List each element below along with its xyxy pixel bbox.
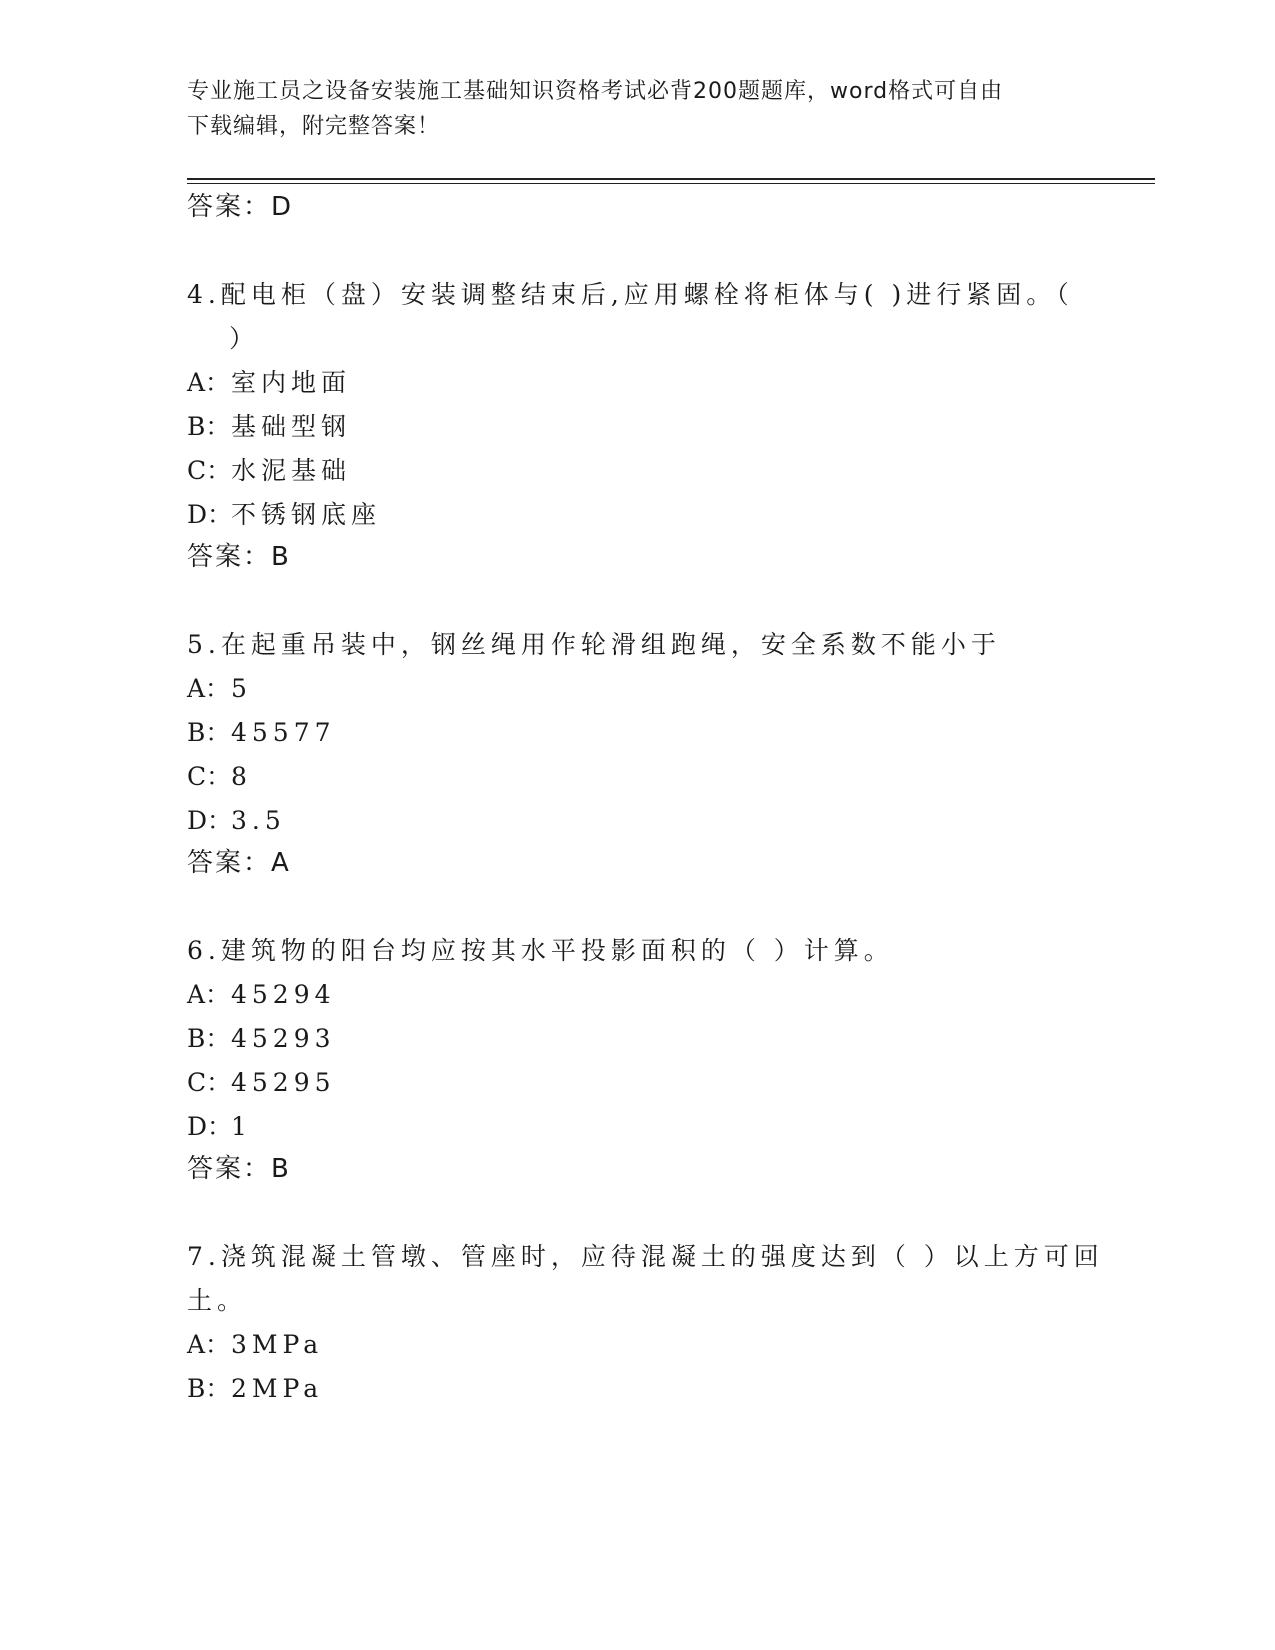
option-text: 45577: [231, 718, 336, 747]
header-divider: [187, 178, 1155, 180]
option-item: [187, 716, 336, 750]
option-key: C：: [187, 762, 232, 791]
option-text: 2MPa: [231, 1374, 324, 1403]
option-text: 1: [231, 1112, 252, 1141]
option-text: 室内地面: [231, 368, 352, 397]
header-line: 专业施工员之设备安装施工基础知识资格考试必背200题题库，word格式可自由: [187, 79, 1004, 104]
question-text-continued: 土。: [187, 1286, 248, 1315]
option-text: 3MPa: [231, 1330, 324, 1359]
header-divider-thin: [187, 183, 1155, 184]
option-key: B：: [187, 1024, 231, 1053]
option-key: D：: [187, 1112, 233, 1141]
option-key: C：: [187, 456, 232, 485]
option-item: [187, 498, 381, 532]
option-key: B：: [187, 412, 231, 441]
option-key: B：: [187, 718, 231, 747]
option-text: 3.5: [231, 806, 286, 835]
option-item: [187, 978, 336, 1012]
option-item: [187, 760, 252, 794]
option-key: D：: [187, 806, 233, 835]
option-text: 8: [231, 762, 252, 791]
option-text: 不锈钢底座: [231, 500, 382, 529]
option-item: [187, 1372, 323, 1406]
option-key: A：: [187, 368, 231, 397]
option-text: 5: [231, 674, 252, 703]
option-item: [187, 1328, 323, 1362]
answer-line: 答案：B: [187, 542, 291, 572]
option-key: A：: [187, 1330, 231, 1359]
option-item: [187, 672, 252, 706]
document-header: [187, 74, 1087, 144]
answer-line: 答案：A: [187, 848, 291, 878]
option-item: [187, 1110, 252, 1144]
option-key: C：: [187, 1068, 232, 1097]
option-text: 45294: [231, 980, 336, 1009]
option-key: D：: [187, 500, 233, 529]
option-item: [187, 366, 351, 400]
option-text: 45293: [231, 1024, 336, 1053]
option-item: [187, 804, 286, 838]
question-text: 7.浇筑混凝土管墩、管座时，应待混凝土的强度达到（ ）以上方可回: [187, 1242, 1104, 1271]
option-item: [187, 1022, 336, 1056]
answer-line: 答案：D: [187, 192, 294, 222]
option-text: 水泥基础: [231, 456, 352, 485]
question-text: 5.在起重吊装中，钢丝绳用作轮滑组跑绳，安全系数不能小于: [187, 630, 1001, 659]
question-text: 6.建筑物的阳台均应按其水平投影面积的（ ）计算。: [187, 936, 894, 965]
question-text: 4.配电柜（盘）安装调整结束后,应用螺栓将柜体与( )进行紧固。（: [187, 280, 1074, 309]
option-text: 基础型钢: [231, 412, 352, 441]
question-text-continued: ）: [229, 324, 260, 353]
option-item: [187, 410, 351, 444]
option-text: 45295: [231, 1068, 336, 1097]
option-item: [187, 1066, 336, 1100]
option-key: B：: [187, 1374, 231, 1403]
option-key: A：: [187, 980, 231, 1009]
header-line: 下载编辑，附完整答案！: [187, 114, 441, 139]
answer-line: 答案：B: [187, 1154, 291, 1184]
option-key: A：: [187, 674, 231, 703]
option-item: [187, 454, 351, 488]
